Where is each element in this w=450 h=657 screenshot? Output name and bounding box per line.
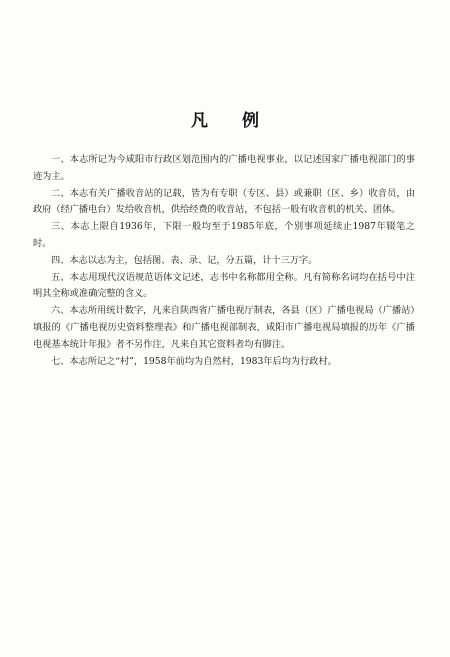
page-title: 凡例 (191, 111, 293, 131)
paragraph-7: 七、本志所记之“村”，1958年前均为自然村，1983年后均为行政村。 (51, 355, 337, 367)
document-body (33, 152, 415, 370)
paragraph-1: 一、本志所记为今咸阳市行政区划范围内的广播电视事业，以记述国家广播电视部门的事迹为主。 (33, 154, 415, 182)
paragraph-5: 五、本志用现代汉语规范语体文记述，志书中名称都用全称。凡有简称名词均在括号中注明其全称或准确完整的含义。 (33, 271, 415, 300)
paragraph-3: 三、本志上限自1936年，下限一般均至于1985年底，个别事项延续止1987年辍笔之时。 (33, 221, 415, 249)
paragraph-6: 六、本志所用统计数字，凡来自陕西省广播电视厅制表，各县（区）广播电视局（广播站）填报的《广播电视历史资料整理表》和广播电视部制表，咸阳市广播电视局填报的历年《广播电视基本统计年报》者不另作注，凡来自其它资料者均有脚注。 (33, 305, 415, 350)
paragraph-4: 四、本志以志为主，包括图、表、录、记，分五篇，计十三万字。 (51, 254, 318, 266)
paragraph-2: 二、本志有关广播收音站的记载，皆为有专职（专区、县）或兼职（区、乡）收音员，由政府（经广播电台）发给收音机，供给经费的收音站，不包括一般有收音机的机关、团体。 (33, 187, 415, 216)
